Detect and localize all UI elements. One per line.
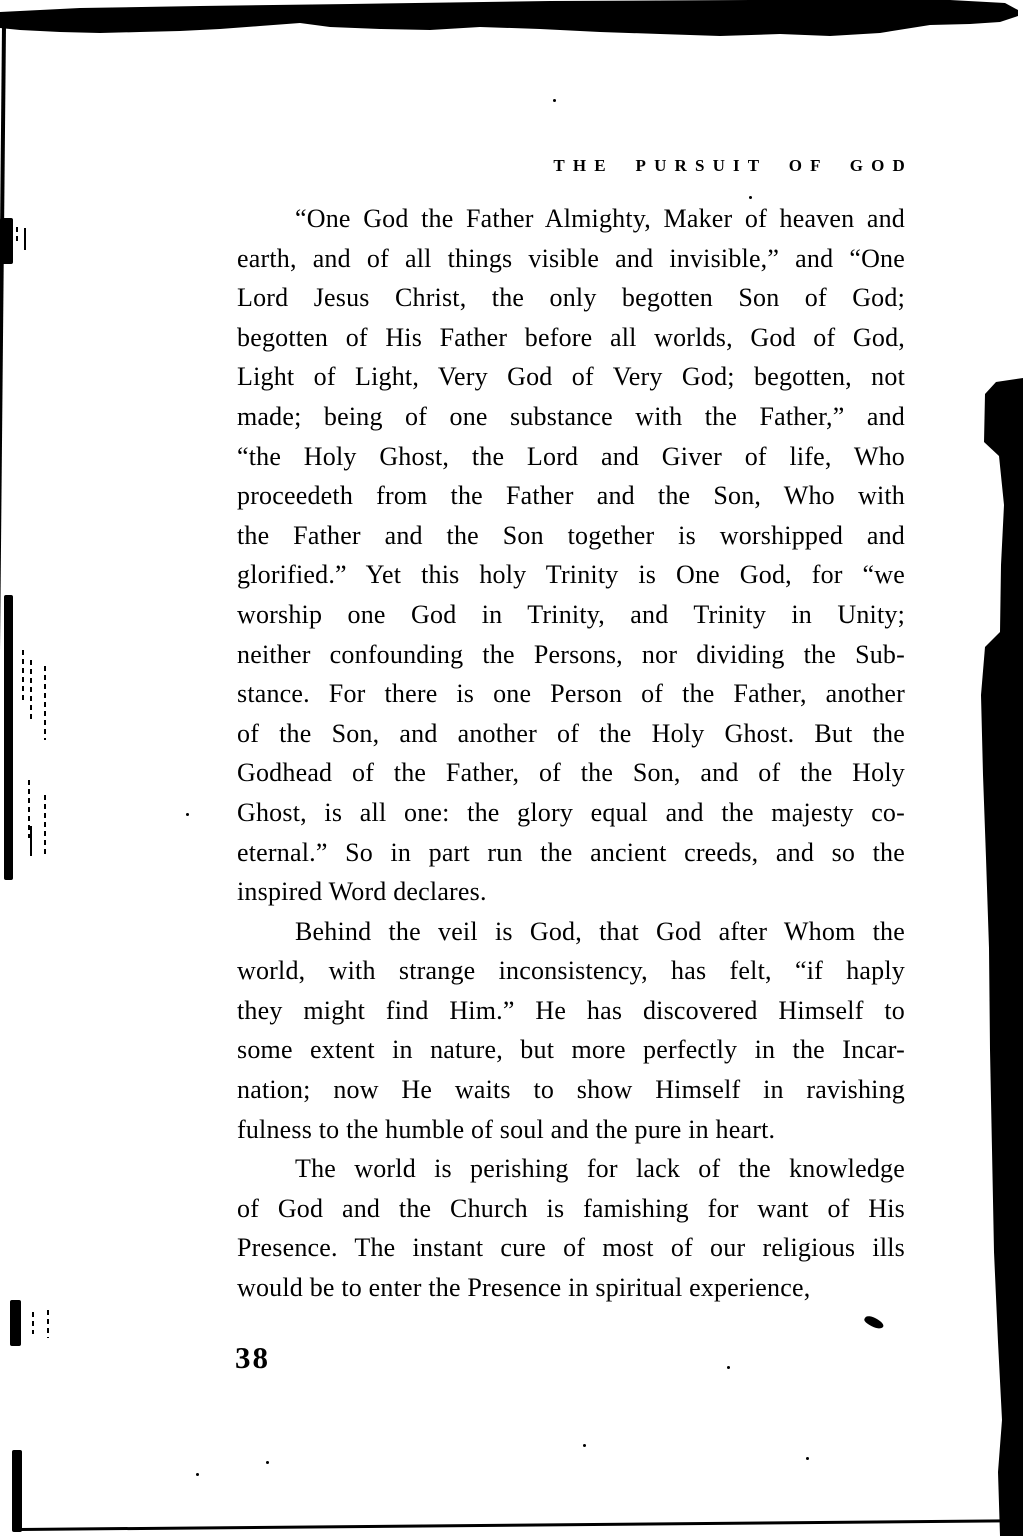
margin-mark (30, 826, 32, 856)
text-line: Light of Light, Very God of Very God; begotten, not (237, 362, 905, 392)
scan-speck (553, 99, 556, 102)
body-text (237, 199, 905, 1308)
running-header: THE PURSUIT OF GOD (553, 156, 913, 175)
text-line: made; being of one substance with the Father,” and (237, 401, 905, 431)
text-line: the Father and the Son together is worshipped and (237, 520, 905, 550)
margin-mark (16, 227, 18, 241)
text-line: “the Holy Ghost, the Lord and Giver of life, Who (237, 441, 905, 471)
margin-mark (32, 1312, 34, 1334)
text-line: begotten of His Father before all worlds, God of God, (237, 322, 905, 352)
text-line: Behind the veil is God, that God after Whom the (295, 916, 905, 946)
margin-mark (22, 650, 24, 700)
text-line: Godhead of the Father, of the Son, and of the Holy (237, 758, 905, 788)
scan-artifact-bottom-line (20, 1519, 1020, 1531)
margin-mark (47, 1310, 49, 1338)
text-line: they might find Him.” He has discovered Himself to (237, 995, 905, 1025)
text-line: The world is perishing for lack of the knowledge (295, 1154, 905, 1184)
scan-artifact-ink-mark (863, 1313, 885, 1331)
text-line: some extent in nature, but more perfectly in the Incar- (237, 1035, 905, 1065)
text-line: Ghost, is all one: the glory equal and the majesty co- (237, 797, 905, 827)
scan-speck (583, 1444, 586, 1447)
margin-mark (44, 666, 46, 740)
margin-mark (30, 660, 32, 720)
scan-artifact-binding-shadow (978, 378, 1023, 1536)
scan-speck (266, 1461, 269, 1464)
margin-mark (44, 795, 46, 855)
scan-artifact-top-bar (0, 0, 1023, 42)
scan-speck (196, 1473, 199, 1476)
text-line: glorified.” Yet this holy Trinity is One God, for “we (237, 560, 905, 590)
text-line: eternal.” So in part run the ancient creeds, and so the (237, 837, 905, 867)
text-line: proceedeth from the Father and the Son, Who with (237, 481, 905, 511)
text-line: inspired Word declares. (237, 877, 487, 907)
scan-speck (186, 813, 189, 816)
text-line: earth, and of all things visible and invisible,” and “One (237, 243, 905, 273)
text-line: stance. For there is one Person of the Father, another (237, 679, 905, 709)
scan-artifact-left-blob (12, 1450, 22, 1532)
page-number: 38 (235, 1340, 270, 1375)
text-line: would be to enter the Presence in spiritual experience, (237, 1273, 811, 1303)
text-line: Presence. The instant cure of most of our religious ills (237, 1233, 905, 1263)
text-line: of God and the Church is famishing for want of His (237, 1193, 905, 1223)
scan-artifact-left-blob (10, 1300, 21, 1346)
text-line: of the Son, and another of the Holy Ghost. But the (237, 718, 905, 748)
text-line: fulness to the humble of soul and the pure in heart. (237, 1114, 776, 1144)
text-line: “One God the Father Almighty, Maker of heaven and (295, 204, 905, 233)
scan-speck (806, 1457, 809, 1460)
scan-artifact-left-blob (4, 595, 13, 880)
margin-mark (9, 226, 11, 246)
text-line: neither confounding the Persons, nor dividing the Sub- (237, 639, 905, 669)
scan-artifact-left-blob (0, 218, 13, 264)
text-line: Lord Jesus Christ, the only begotten Son of God; (237, 283, 905, 313)
text-line: world, with strange inconsistency, has felt, “if haply (237, 956, 905, 986)
text-line: nation; now He waits to show Himself in ravishing (237, 1075, 905, 1105)
margin-mark (24, 228, 26, 250)
text-line: worship one God in Trinity, and Trinity in Unity; (237, 599, 905, 629)
scan-speck (727, 1366, 730, 1369)
